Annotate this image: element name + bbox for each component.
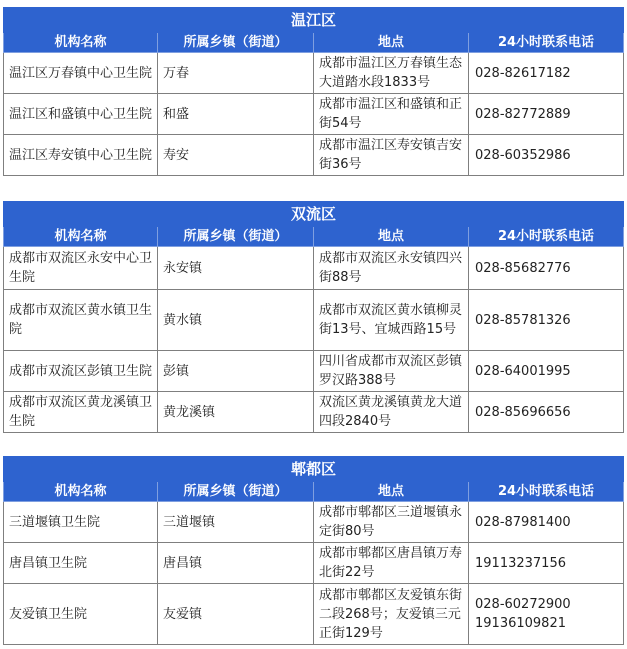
institution-name: 友爱镇卫生院	[4, 584, 158, 645]
table-row	[4, 502, 624, 543]
header-name: 机构名称	[4, 227, 158, 247]
table-row	[4, 290, 624, 351]
district-title: 温江区	[4, 8, 624, 33]
header-name: 机构名称	[4, 33, 158, 53]
phone: 028-87981400	[469, 502, 624, 543]
table-row	[4, 351, 624, 392]
town-name: 和盛	[158, 94, 314, 135]
table-row	[4, 53, 624, 94]
table-row	[4, 135, 624, 176]
header-town: 所属乡镇（街道）	[158, 482, 314, 502]
address: 成都市温江区寿安镇吉安街36号	[314, 135, 469, 176]
phone: 028-60272900	[475, 597, 571, 612]
header-phone: 24小时联系电话	[469, 227, 624, 247]
table-row	[4, 584, 624, 645]
phone-secondary: 19136109821	[475, 616, 566, 631]
header-town: 所属乡镇（街道）	[158, 33, 314, 53]
address: 成都市双流区黄水镇柳灵街13号、宜城西路15号	[314, 290, 469, 351]
phone: 028-82617182	[469, 53, 624, 94]
district-title: 郫都区	[4, 457, 624, 482]
address: 成都市郫都区唐昌镇万寿北街22号	[314, 543, 469, 584]
header-town: 所属乡镇（街道）	[158, 227, 314, 247]
pidu-table	[3, 456, 624, 645]
header-address: 地点	[314, 482, 469, 502]
phone: 028-82772889	[469, 94, 624, 135]
header-name: 机构名称	[4, 482, 158, 502]
institution-name: 温江区寿安镇中心卫生院	[4, 135, 158, 176]
phone: 028-85682776	[469, 247, 624, 290]
town-name: 永安镇	[158, 247, 314, 290]
address: 成都市郫都区三道堰镇永定街80号	[314, 502, 469, 543]
town-name: 黄水镇	[158, 290, 314, 351]
town-name: 友爱镇	[158, 584, 314, 645]
institution-name: 温江区万春镇中心卫生院	[4, 53, 158, 94]
institution-name: 三道堰镇卫生院	[4, 502, 158, 543]
district-title: 双流区	[4, 202, 624, 227]
address: 双流区黄龙溪镇黄龙大道四段2840号	[314, 392, 469, 433]
phone-cell	[469, 584, 624, 645]
institution-name: 成都市双流区永安中心卫生院	[4, 247, 158, 290]
address: 成都市双流区永安镇四兴街88号	[314, 247, 469, 290]
phone: 028-85696656	[469, 392, 624, 433]
town-name: 万春	[158, 53, 314, 94]
shuangliu-table	[3, 201, 624, 433]
table-row	[4, 392, 624, 433]
table-row	[4, 94, 624, 135]
town-name: 寿安	[158, 135, 314, 176]
institution-name: 成都市双流区彭镇卫生院	[4, 351, 158, 392]
town-name: 彭镇	[158, 351, 314, 392]
phone: 19113237156	[469, 543, 624, 584]
address: 四川省成都市双流区彭镇罗汉路388号	[314, 351, 469, 392]
address: 成都市郫都区友爱镇东街二段268号；友爱镇三元正街129号	[314, 584, 469, 645]
header-phone: 24小时联系电话	[469, 33, 624, 53]
table-row	[4, 247, 624, 290]
phone: 028-85781326	[469, 290, 624, 351]
town-name: 唐昌镇	[158, 543, 314, 584]
phone: 028-60352986	[469, 135, 624, 176]
institution-name: 唐昌镇卫生院	[4, 543, 158, 584]
header-address: 地点	[314, 33, 469, 53]
address: 成都市温江区万春镇生态大道踏水段1833号	[314, 53, 469, 94]
wenjiang-table	[3, 7, 624, 176]
header-address: 地点	[314, 227, 469, 247]
phone: 028-64001995	[469, 351, 624, 392]
institution-name: 成都市双流区黄水镇卫生院	[4, 290, 158, 351]
town-name: 三道堰镇	[158, 502, 314, 543]
header-phone: 24小时联系电话	[469, 482, 624, 502]
table-row	[4, 543, 624, 584]
town-name: 黄龙溪镇	[158, 392, 314, 433]
address: 成都市温江区和盛镇和正街54号	[314, 94, 469, 135]
institution-name: 成都市双流区黄龙溪镇卫生院	[4, 392, 158, 433]
institution-name: 温江区和盛镇中心卫生院	[4, 94, 158, 135]
